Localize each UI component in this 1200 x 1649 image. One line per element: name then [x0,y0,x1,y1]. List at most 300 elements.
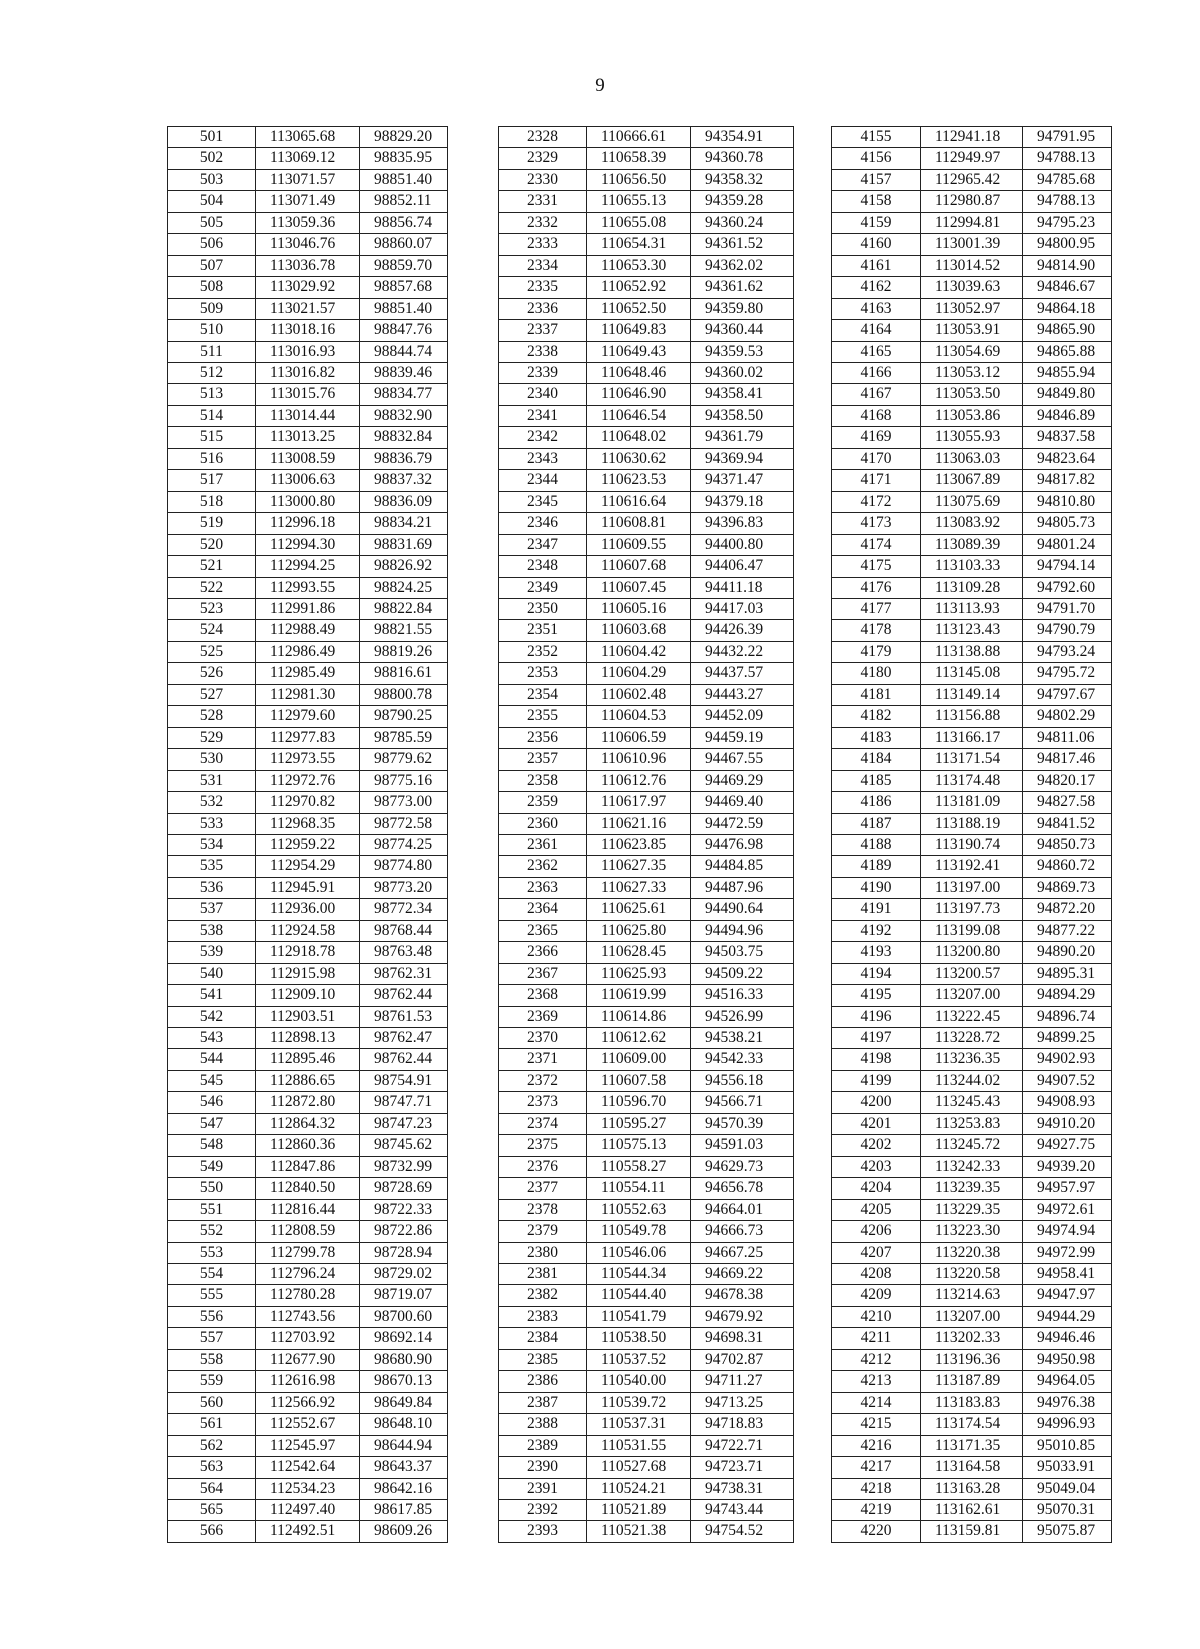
table-row [168,1070,448,1091]
point-number-cell: 2354 [499,684,587,705]
x-coordinate-cell: 110646.54 [587,405,691,426]
point-number-cell: 558 [168,1349,256,1370]
point-number-cell: 2331 [499,191,587,212]
x-coordinate-cell: 113039.63 [921,277,1023,298]
x-coordinate-cell: 110616.64 [587,491,691,512]
x-coordinate-cell: 113109.28 [921,577,1023,598]
table-row [168,1264,448,1285]
x-coordinate-cell: 110539.72 [587,1392,691,1413]
point-number-cell: 514 [168,405,256,426]
point-number-cell: 4175 [832,556,921,577]
y-coordinate-cell: 94669.22 [691,1264,794,1285]
table-row [832,341,1112,362]
y-coordinate-cell: 94358.41 [691,384,794,405]
table-row [832,1221,1112,1242]
y-coordinate-cell: 94426.39 [691,620,794,641]
y-coordinate-cell: 98719.07 [360,1285,448,1306]
point-number-cell: 4209 [832,1285,921,1306]
y-coordinate-cell: 94894.29 [1023,985,1112,1006]
x-coordinate-cell: 112959.22 [256,834,360,855]
table-row [168,1328,448,1349]
x-coordinate-cell: 113103.33 [921,556,1023,577]
point-number-cell: 549 [168,1156,256,1177]
x-coordinate-cell: 112497.40 [256,1500,360,1521]
table-row [499,1049,794,1070]
x-coordinate-cell: 113071.57 [256,169,360,190]
point-number-cell: 2348 [499,556,587,577]
table-row [499,1113,794,1134]
x-coordinate-cell: 112918.78 [256,942,360,963]
x-coordinate-cell: 112909.10 [256,985,360,1006]
point-number-cell: 4198 [832,1049,921,1070]
y-coordinate-cell: 98729.02 [360,1264,448,1285]
point-number-cell: 2376 [499,1156,587,1177]
table-row [499,212,794,233]
point-number-cell: 2362 [499,856,587,877]
x-coordinate-cell: 110595.27 [587,1113,691,1134]
table-row [832,641,1112,662]
table-row [168,255,448,276]
table-row [168,1457,448,1478]
y-coordinate-cell: 94791.70 [1023,598,1112,619]
y-coordinate-cell: 94467.55 [691,749,794,770]
x-coordinate-cell: 112985.49 [256,663,360,684]
y-coordinate-cell: 98857.68 [360,277,448,298]
table-row [832,1006,1112,1027]
table-row [499,1006,794,1027]
y-coordinate-cell: 98824.25 [360,577,448,598]
x-coordinate-cell: 113164.58 [921,1457,1023,1478]
x-coordinate-cell: 113187.89 [921,1371,1023,1392]
point-number-cell: 4188 [832,834,921,855]
x-coordinate-cell: 113220.58 [921,1264,1023,1285]
point-number-cell: 4157 [832,169,921,190]
table-row [168,749,448,770]
y-coordinate-cell: 94823.64 [1023,448,1112,469]
point-number-cell: 4184 [832,749,921,770]
y-coordinate-cell: 98768.44 [360,920,448,941]
x-coordinate-cell: 113199.08 [921,920,1023,941]
point-number-cell: 2378 [499,1199,587,1220]
x-coordinate-cell: 110531.55 [587,1435,691,1456]
table-row [168,641,448,662]
point-number-cell: 508 [168,277,256,298]
y-coordinate-cell: 94958.41 [1023,1264,1112,1285]
point-number-cell: 4185 [832,770,921,791]
point-number-cell: 4156 [832,148,921,169]
y-coordinate-cell: 94865.88 [1023,341,1112,362]
table-row [832,1521,1112,1542]
y-coordinate-cell: 94792.60 [1023,577,1112,598]
y-coordinate-cell: 94811.06 [1023,727,1112,748]
table-row [168,1006,448,1027]
table-row [168,1113,448,1134]
x-coordinate-cell: 113183.83 [921,1392,1023,1413]
y-coordinate-cell: 94910.20 [1023,1113,1112,1134]
x-coordinate-cell: 113244.02 [921,1070,1023,1091]
x-coordinate-cell: 110524.21 [587,1478,691,1499]
point-number-cell: 4174 [832,534,921,555]
y-coordinate-cell: 98785.59 [360,727,448,748]
x-coordinate-cell: 110604.53 [587,706,691,727]
y-coordinate-cell: 94509.22 [691,963,794,984]
point-number-cell: 4217 [832,1457,921,1478]
table-row [832,1070,1112,1091]
y-coordinate-cell: 94361.52 [691,234,794,255]
point-number-cell: 2393 [499,1521,587,1542]
table-row [499,405,794,426]
point-number-cell: 4155 [832,127,921,148]
table-row [499,277,794,298]
x-coordinate-cell: 110602.48 [587,684,691,705]
y-coordinate-cell: 94469.40 [691,792,794,813]
y-coordinate-cell: 94711.27 [691,1371,794,1392]
table-row [168,320,448,341]
y-coordinate-cell: 94358.50 [691,405,794,426]
table-row [168,127,448,148]
y-coordinate-cell: 94432.22 [691,641,794,662]
x-coordinate-cell: 113236.35 [921,1049,1023,1070]
x-coordinate-cell: 113163.28 [921,1478,1023,1499]
y-coordinate-cell: 98692.14 [360,1328,448,1349]
point-number-cell: 4194 [832,963,921,984]
x-coordinate-cell: 113159.81 [921,1521,1023,1542]
point-number-cell: 519 [168,513,256,534]
y-coordinate-cell: 94718.83 [691,1414,794,1435]
y-coordinate-cell: 98728.69 [360,1178,448,1199]
x-coordinate-cell: 113156.88 [921,706,1023,727]
y-coordinate-cell: 98829.20 [360,127,448,148]
point-number-cell: 515 [168,427,256,448]
x-coordinate-cell: 110623.85 [587,834,691,855]
table-row [168,1156,448,1177]
x-coordinate-cell: 113245.43 [921,1092,1023,1113]
point-number-cell: 2363 [499,877,587,898]
table-row [832,1371,1112,1392]
point-number-cell: 2364 [499,899,587,920]
y-coordinate-cell: 98763.48 [360,942,448,963]
table-row [499,899,794,920]
table-row [499,706,794,727]
y-coordinate-cell: 94996.93 [1023,1414,1112,1435]
x-coordinate-cell: 110655.08 [587,212,691,233]
table-row [499,341,794,362]
point-number-cell: 4199 [832,1070,921,1091]
point-number-cell: 534 [168,834,256,855]
point-number-cell: 522 [168,577,256,598]
table-row [168,234,448,255]
x-coordinate-cell: 112872.80 [256,1092,360,1113]
x-coordinate-cell: 110537.31 [587,1414,691,1435]
x-coordinate-cell: 113197.00 [921,877,1023,898]
y-coordinate-cell: 94538.21 [691,1028,794,1049]
point-number-cell: 2352 [499,641,587,662]
y-coordinate-cell: 95070.31 [1023,1500,1112,1521]
y-coordinate-cell: 94702.87 [691,1349,794,1370]
table-row [832,749,1112,770]
x-coordinate-cell: 112991.86 [256,598,360,619]
y-coordinate-cell: 98826.92 [360,556,448,577]
table-row [168,1500,448,1521]
table-row [168,813,448,834]
page-number: 9 [595,75,605,96]
coordinate-table-right [831,126,1112,1543]
y-coordinate-cell: 98762.44 [360,1049,448,1070]
x-coordinate-cell: 112552.67 [256,1414,360,1435]
x-coordinate-cell: 113145.08 [921,663,1023,684]
table-row [832,1242,1112,1263]
x-coordinate-cell: 113200.80 [921,942,1023,963]
table-row [168,663,448,684]
x-coordinate-cell: 113000.80 [256,491,360,512]
x-coordinate-cell: 113015.76 [256,384,360,405]
point-number-cell: 2380 [499,1242,587,1263]
point-number-cell: 561 [168,1414,256,1435]
y-coordinate-cell: 94469.29 [691,770,794,791]
x-coordinate-cell: 110605.16 [587,598,691,619]
table-row [832,1500,1112,1521]
y-coordinate-cell: 95075.87 [1023,1521,1112,1542]
table-row [168,706,448,727]
x-coordinate-cell: 110655.13 [587,191,691,212]
x-coordinate-cell: 110649.83 [587,320,691,341]
y-coordinate-cell: 94566.71 [691,1092,794,1113]
table-row [499,684,794,705]
point-number-cell: 2350 [499,598,587,619]
y-coordinate-cell: 94902.93 [1023,1049,1112,1070]
x-coordinate-cell: 112903.51 [256,1006,360,1027]
table-row [168,384,448,405]
table-row [499,770,794,791]
y-coordinate-cell: 94944.29 [1023,1306,1112,1327]
table-row [168,169,448,190]
y-coordinate-cell: 94855.94 [1023,362,1112,383]
table-row [832,942,1112,963]
x-coordinate-cell: 113029.92 [256,277,360,298]
table-row [168,834,448,855]
y-coordinate-cell: 98844.74 [360,341,448,362]
table-row [499,942,794,963]
point-number-cell: 2341 [499,405,587,426]
coordinate-table-middle [498,126,794,1543]
x-coordinate-cell: 112988.49 [256,620,360,641]
x-coordinate-cell: 110609.00 [587,1049,691,1070]
table-row [499,1478,794,1499]
x-coordinate-cell: 113036.78 [256,255,360,276]
table-row [168,148,448,169]
point-number-cell: 516 [168,448,256,469]
table-row [499,1306,794,1327]
point-number-cell: 559 [168,1371,256,1392]
x-coordinate-cell: 113014.44 [256,405,360,426]
x-coordinate-cell: 110541.79 [587,1306,691,1327]
table-row [832,169,1112,190]
point-number-cell: 507 [168,255,256,276]
table-row [499,298,794,319]
x-coordinate-cell: 113245.72 [921,1135,1023,1156]
x-coordinate-cell: 113223.30 [921,1221,1023,1242]
x-coordinate-cell: 113149.14 [921,684,1023,705]
y-coordinate-cell: 94362.02 [691,255,794,276]
y-coordinate-cell: 95010.85 [1023,1435,1112,1456]
y-coordinate-cell: 94795.23 [1023,212,1112,233]
x-coordinate-cell: 112945.91 [256,877,360,898]
point-number-cell: 2374 [499,1113,587,1134]
x-coordinate-cell: 110625.61 [587,899,691,920]
point-number-cell: 2342 [499,427,587,448]
y-coordinate-cell: 94400.80 [691,534,794,555]
table-row [168,277,448,298]
point-number-cell: 4204 [832,1178,921,1199]
point-number-cell: 2329 [499,148,587,169]
x-coordinate-cell: 113220.38 [921,1242,1023,1263]
point-number-cell: 560 [168,1392,256,1413]
y-coordinate-cell: 94841.52 [1023,813,1112,834]
x-coordinate-cell: 110575.13 [587,1135,691,1156]
table-row [499,234,794,255]
x-coordinate-cell: 113192.41 [921,856,1023,877]
x-coordinate-cell: 110608.81 [587,513,691,534]
point-number-cell: 4203 [832,1156,921,1177]
table-row [499,641,794,662]
table-row [168,513,448,534]
x-coordinate-cell: 110627.33 [587,877,691,898]
table-row [168,1371,448,1392]
y-coordinate-cell: 94974.94 [1023,1221,1112,1242]
point-number-cell: 527 [168,684,256,705]
x-coordinate-cell: 112780.28 [256,1285,360,1306]
y-coordinate-cell: 94417.03 [691,598,794,619]
point-number-cell: 552 [168,1221,256,1242]
table-row [168,985,448,1006]
x-coordinate-cell: 112965.42 [921,169,1023,190]
point-number-cell: 4220 [832,1521,921,1542]
point-number-cell: 4202 [832,1135,921,1156]
table-row [499,1349,794,1370]
table-row [832,1199,1112,1220]
x-coordinate-cell: 110549.78 [587,1221,691,1242]
table-row [168,427,448,448]
point-number-cell: 4159 [832,212,921,233]
y-coordinate-cell: 94459.19 [691,727,794,748]
x-coordinate-cell: 110656.50 [587,169,691,190]
x-coordinate-cell: 112979.60 [256,706,360,727]
point-number-cell: 2365 [499,920,587,941]
table-row [832,1156,1112,1177]
y-coordinate-cell: 94360.24 [691,212,794,233]
x-coordinate-cell: 113190.74 [921,834,1023,855]
point-number-cell: 543 [168,1028,256,1049]
table-row [499,1521,794,1542]
y-coordinate-cell: 94972.99 [1023,1242,1112,1263]
table-row [832,813,1112,834]
x-coordinate-cell: 110646.90 [587,384,691,405]
point-number-cell: 565 [168,1500,256,1521]
y-coordinate-cell: 94443.27 [691,684,794,705]
y-coordinate-cell: 94698.31 [691,1328,794,1349]
y-coordinate-cell: 98779.62 [360,749,448,770]
x-coordinate-cell: 110628.45 [587,942,691,963]
point-number-cell: 2372 [499,1070,587,1091]
y-coordinate-cell: 98832.90 [360,405,448,426]
point-number-cell: 2333 [499,234,587,255]
point-number-cell: 2359 [499,792,587,813]
x-coordinate-cell: 110607.45 [587,577,691,598]
point-number-cell: 566 [168,1521,256,1542]
table-row [832,277,1112,298]
point-number-cell: 551 [168,1199,256,1220]
y-coordinate-cell: 94788.13 [1023,148,1112,169]
table-row [832,1457,1112,1478]
table-row [168,1349,448,1370]
table-row [832,298,1112,319]
point-number-cell: 554 [168,1264,256,1285]
table-row [499,1328,794,1349]
y-coordinate-cell: 94472.59 [691,813,794,834]
y-coordinate-cell: 94794.14 [1023,556,1112,577]
x-coordinate-cell: 112972.76 [256,770,360,791]
y-coordinate-cell: 98745.62 [360,1135,448,1156]
x-coordinate-cell: 110648.46 [587,362,691,383]
table-row [832,384,1112,405]
point-number-cell: 4189 [832,856,921,877]
y-coordinate-cell: 98643.37 [360,1457,448,1478]
y-coordinate-cell: 94516.33 [691,985,794,1006]
x-coordinate-cell: 110596.70 [587,1092,691,1113]
point-number-cell: 2366 [499,942,587,963]
y-coordinate-cell: 94800.95 [1023,234,1112,255]
x-coordinate-cell: 113174.54 [921,1414,1023,1435]
y-coordinate-cell: 94713.25 [691,1392,794,1413]
table-row [499,1156,794,1177]
y-coordinate-cell: 94946.46 [1023,1328,1112,1349]
x-coordinate-cell: 113222.45 [921,1006,1023,1027]
point-number-cell: 563 [168,1457,256,1478]
point-number-cell: 2353 [499,663,587,684]
point-number-cell: 4168 [832,405,921,426]
table-row [832,856,1112,877]
point-number-cell: 541 [168,985,256,1006]
point-number-cell: 2370 [499,1028,587,1049]
y-coordinate-cell: 98700.60 [360,1306,448,1327]
table-row [499,963,794,984]
point-number-cell: 2367 [499,963,587,984]
x-coordinate-cell: 110554.11 [587,1178,691,1199]
table-row [832,706,1112,727]
x-coordinate-cell: 113171.54 [921,749,1023,770]
x-coordinate-cell: 110625.80 [587,920,691,941]
y-coordinate-cell: 98722.33 [360,1199,448,1220]
table-row [832,1478,1112,1499]
y-coordinate-cell: 94629.73 [691,1156,794,1177]
table-row [832,427,1112,448]
point-number-cell: 4196 [832,1006,921,1027]
y-coordinate-cell: 94354.91 [691,127,794,148]
x-coordinate-cell: 113166.17 [921,727,1023,748]
point-number-cell: 509 [168,298,256,319]
x-coordinate-cell: 113053.50 [921,384,1023,405]
x-coordinate-cell: 112993.55 [256,577,360,598]
point-number-cell: 2368 [499,985,587,1006]
y-coordinate-cell: 94490.64 [691,899,794,920]
point-number-cell: 2351 [499,620,587,641]
table-row [168,298,448,319]
y-coordinate-cell: 94591.03 [691,1135,794,1156]
y-coordinate-cell: 94361.62 [691,277,794,298]
x-coordinate-cell: 112981.30 [256,684,360,705]
point-number-cell: 510 [168,320,256,341]
table-row [499,491,794,512]
